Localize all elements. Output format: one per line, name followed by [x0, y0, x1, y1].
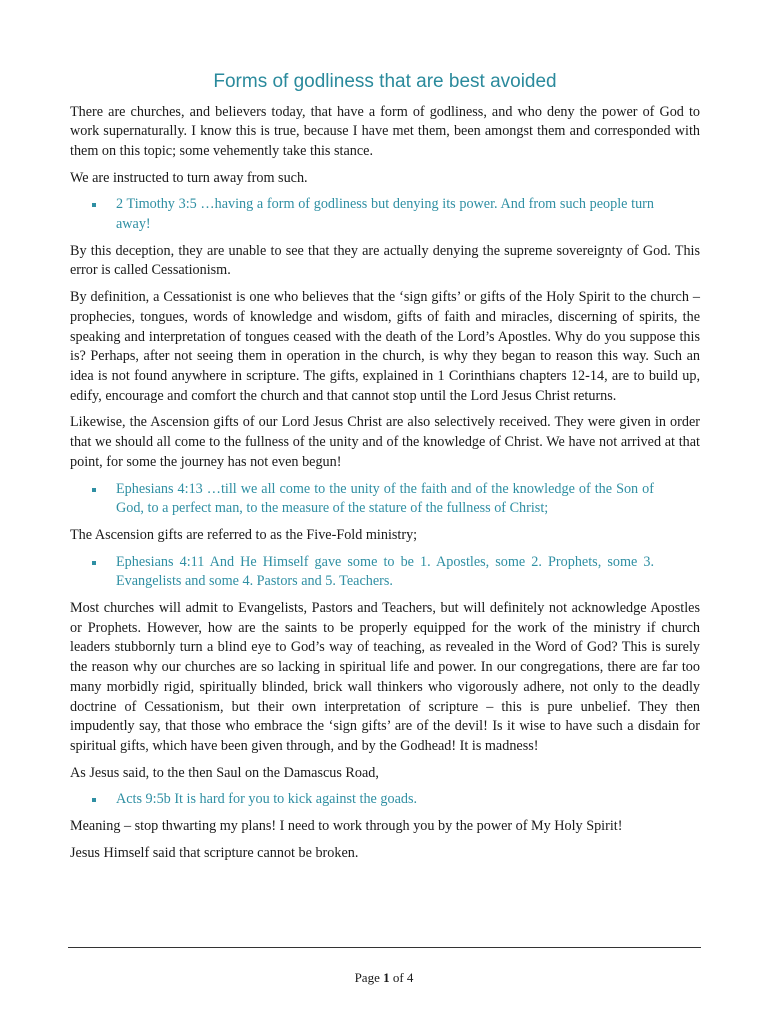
- verse-text: Acts 9:5b It is hard for you to kick against the goads.: [116, 791, 418, 808]
- paragraph-most-churches: Most churches will admit to Evangelists, Pastors and Teachers, but will definitely not acknowledge Apostles or Prophets. However, how are the saints to be properly equipped for the work of the ministry if church leaders stubbornly turn a blind eye to God’s way of teaching, as revealed in the Word of God? This is surely the reason why our churches are so lacking in spiritual life and power. In our congregations, there are far too many morbidly rigid, spiritually blinded, brick wall thinkers who vigorously adhere, not only to the deadly doctrine of Cessationism, but their own interpretation of scripture – this is pure unbelief. They then impudently say, that those who embrace the ‘sign gifts’ are of the devil! Is it wise to have such a disdain for spiritual gifts, which have been given through, and by the Godhead! It is madness!: [70, 600, 700, 754]
- square-bullet-icon: [92, 488, 96, 492]
- paragraph-intro: There are churches, and believers today, that have a form of godliness, and who deny the power of God to work supernaturally. I know this is true, because I have met them, been amongst them and corresponded with them on this topic; some vehemently take this stance.: [70, 103, 700, 159]
- paragraph-meaning: Meaning – stop thwarting my plans! I need to work through you by the power of My Holy Spirit!: [70, 818, 623, 835]
- paragraph-scripture: Jesus Himself said that scripture cannot be broken.: [70, 844, 359, 861]
- paragraph-deception: By this deception, they are unable to see that they are actually denying the supreme sovereignty of God. This error is called Cessationism.: [70, 242, 700, 279]
- verse-item: [70, 553, 700, 592]
- page-number-prefix: Page: [354, 970, 384, 985]
- document-page: [70, 68, 700, 870]
- verse-list-ephesians-4-11: [70, 553, 700, 592]
- verse-list-timothy: [70, 195, 700, 234]
- verse-item: [70, 480, 700, 519]
- square-bullet-icon: [92, 561, 96, 565]
- verse-list-acts: [70, 790, 700, 810]
- paragraph-damascus: As Jesus said, to the then Saul on the Damascus Road,: [70, 764, 379, 781]
- page-footer: [0, 970, 768, 986]
- page-number-suffix: of 4: [389, 970, 414, 985]
- square-bullet-icon: [92, 203, 96, 207]
- page-title: Forms of godliness that are best avoided: [213, 71, 557, 92]
- verse-text: Ephesians 4:13 …till we all come to the unity of the faith and of the knowledge of the Son of God, to a perfect man, to the measure of the stature of the fullness of Christ;: [116, 480, 654, 517]
- footer-divider: [68, 947, 701, 948]
- page-number-current: 1: [383, 970, 390, 985]
- paragraph-definition: By definition, a Cessationist is one who believes that the ‘sign gifts’ or gifts of the Holy Spirit to the church – prophecies, tongues, words of knowledge and wisdom, gifts of faith and miracles, discerning of spirits, the speaking and interpretation of tongues ceased with the death of the Lord’s Apostles. Why do you suppose this is? Perhaps, after not seeing them in operation in the church, is why they began to reason this way. Such an idea is not found anywhere in scripture. The gifts, explained in 1 Corinthians chapters 12-14, are to build up, edify, encourage and comfort the church and that cannot stop until the Lord Jesus Christ returns.: [70, 289, 700, 404]
- verse-list-ephesians-4-13: [70, 480, 700, 519]
- verse-item: [70, 790, 700, 810]
- paragraph-instruction: We are instructed to turn away from such.: [70, 169, 308, 186]
- verse-item: [70, 195, 700, 234]
- square-bullet-icon: [92, 798, 96, 802]
- verse-text: 2 Timothy 3:5 …having a form of godliness but denying its power. And from such people turn away!: [116, 196, 654, 233]
- paragraph-ascension-gifts: Likewise, the Ascension gifts of our Lord Jesus Christ are also selectively received. They were given in order that we should all come to the fullness of the unity and of the knowledge of Christ. We have not arrived at that point, for some the journey has not even begun!: [70, 414, 700, 470]
- verse-text: Ephesians 4:11 And He Himself gave some to be 1. Apostles, some 2. Prophets, some 3. Evangelists and some 4. Pastors and 5. Teachers.: [116, 553, 654, 590]
- paragraph-five-fold: The Ascension gifts are referred to as the Five-Fold ministry;: [70, 526, 418, 543]
